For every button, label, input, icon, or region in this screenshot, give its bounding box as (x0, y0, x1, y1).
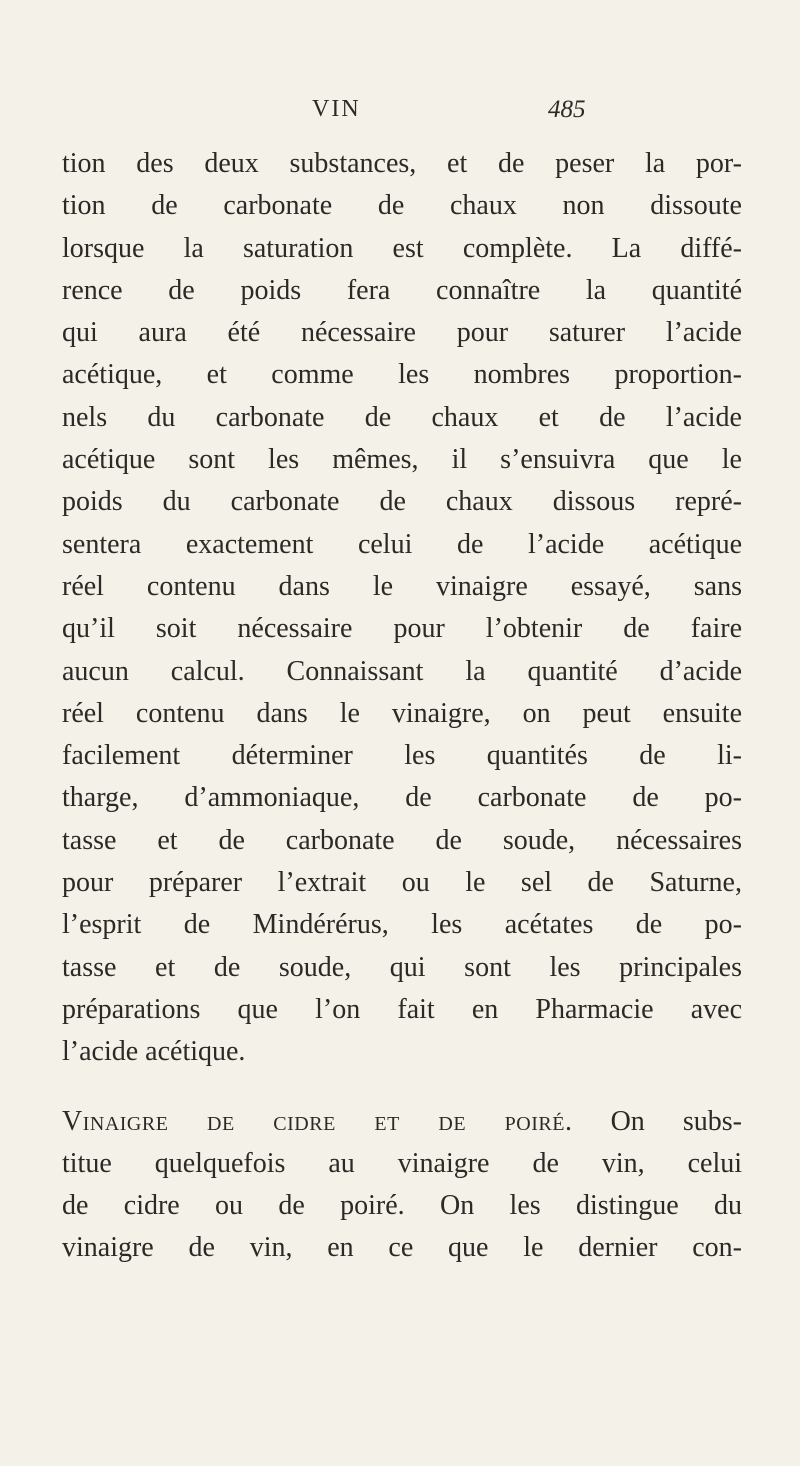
text-line (62, 1101, 742, 1143)
text-line: sentera exactement celui de l’acide acétique (62, 528, 742, 560)
text-line: nels du carbonate de chaux et de l’acide (62, 401, 742, 433)
paragraph (62, 1101, 742, 1270)
text-line: aucun calcul. Connaissant la quantité d’acide (62, 655, 742, 687)
text-line: l’acide acétique. (62, 1036, 246, 1068)
paragraph-gap (62, 1074, 742, 1101)
text-line: acétique sont les mêmes, il s’ensuivra que le (62, 444, 742, 476)
text-line: l’esprit de Mindérérus, les acétates de po- (62, 909, 742, 941)
text-line: rence de poids fera connaître la quantité (62, 274, 742, 306)
body-text (62, 143, 742, 1270)
text-line: qui aura été nécessaire pour saturer l’acide (62, 317, 742, 349)
text-line: préparations que l’on fait en Pharmacie avec (62, 993, 742, 1025)
text-line: tasse et de carbonate de soude, nécessaires (62, 824, 742, 856)
text-line: tasse et de soude, qui sont les principales (62, 951, 742, 983)
text-line: lorsque la saturation est complète. La diffé- (62, 232, 742, 264)
text-line: qu’il soit nécessaire pour l’obtenir de faire (62, 613, 742, 645)
running-head (60, 96, 740, 136)
heading-line-rest: On subs- (572, 1105, 743, 1137)
page-number: 485 (548, 96, 586, 123)
text-line: de cidre ou de poiré. On les distingue du (62, 1190, 742, 1222)
text-line: poids du carbonate de chaux dissous repré- (62, 486, 742, 518)
text-line: tharge, d’ammoniaque, de carbonate de po- (62, 782, 742, 814)
section-heading: Vinaigre de cidre et de poiré. (62, 1105, 573, 1137)
text-line: vinaigre de vin, en ce que le dernier con- (62, 1232, 742, 1264)
text-line: réel contenu dans le vinaigre essayé, sans (62, 570, 742, 602)
text-line: pour préparer l’extrait ou le sel de Saturne, (62, 867, 742, 899)
text-line: acétique, et comme les nombres proportion- (62, 359, 742, 391)
text-line: tion des deux substances, et de peser la por- (62, 148, 742, 179)
running-title: VIN (312, 96, 361, 122)
text-line: tion de carbonate de chaux non dissoute (62, 190, 742, 222)
text-line: réel contenu dans le vinaigre, on peut ensuite (62, 697, 742, 729)
text-line: facilement déterminer les quantités de li- (62, 740, 742, 772)
paragraph (62, 143, 742, 1074)
text-line: titue quelquefois au vinaigre de vin, celui (62, 1147, 742, 1179)
